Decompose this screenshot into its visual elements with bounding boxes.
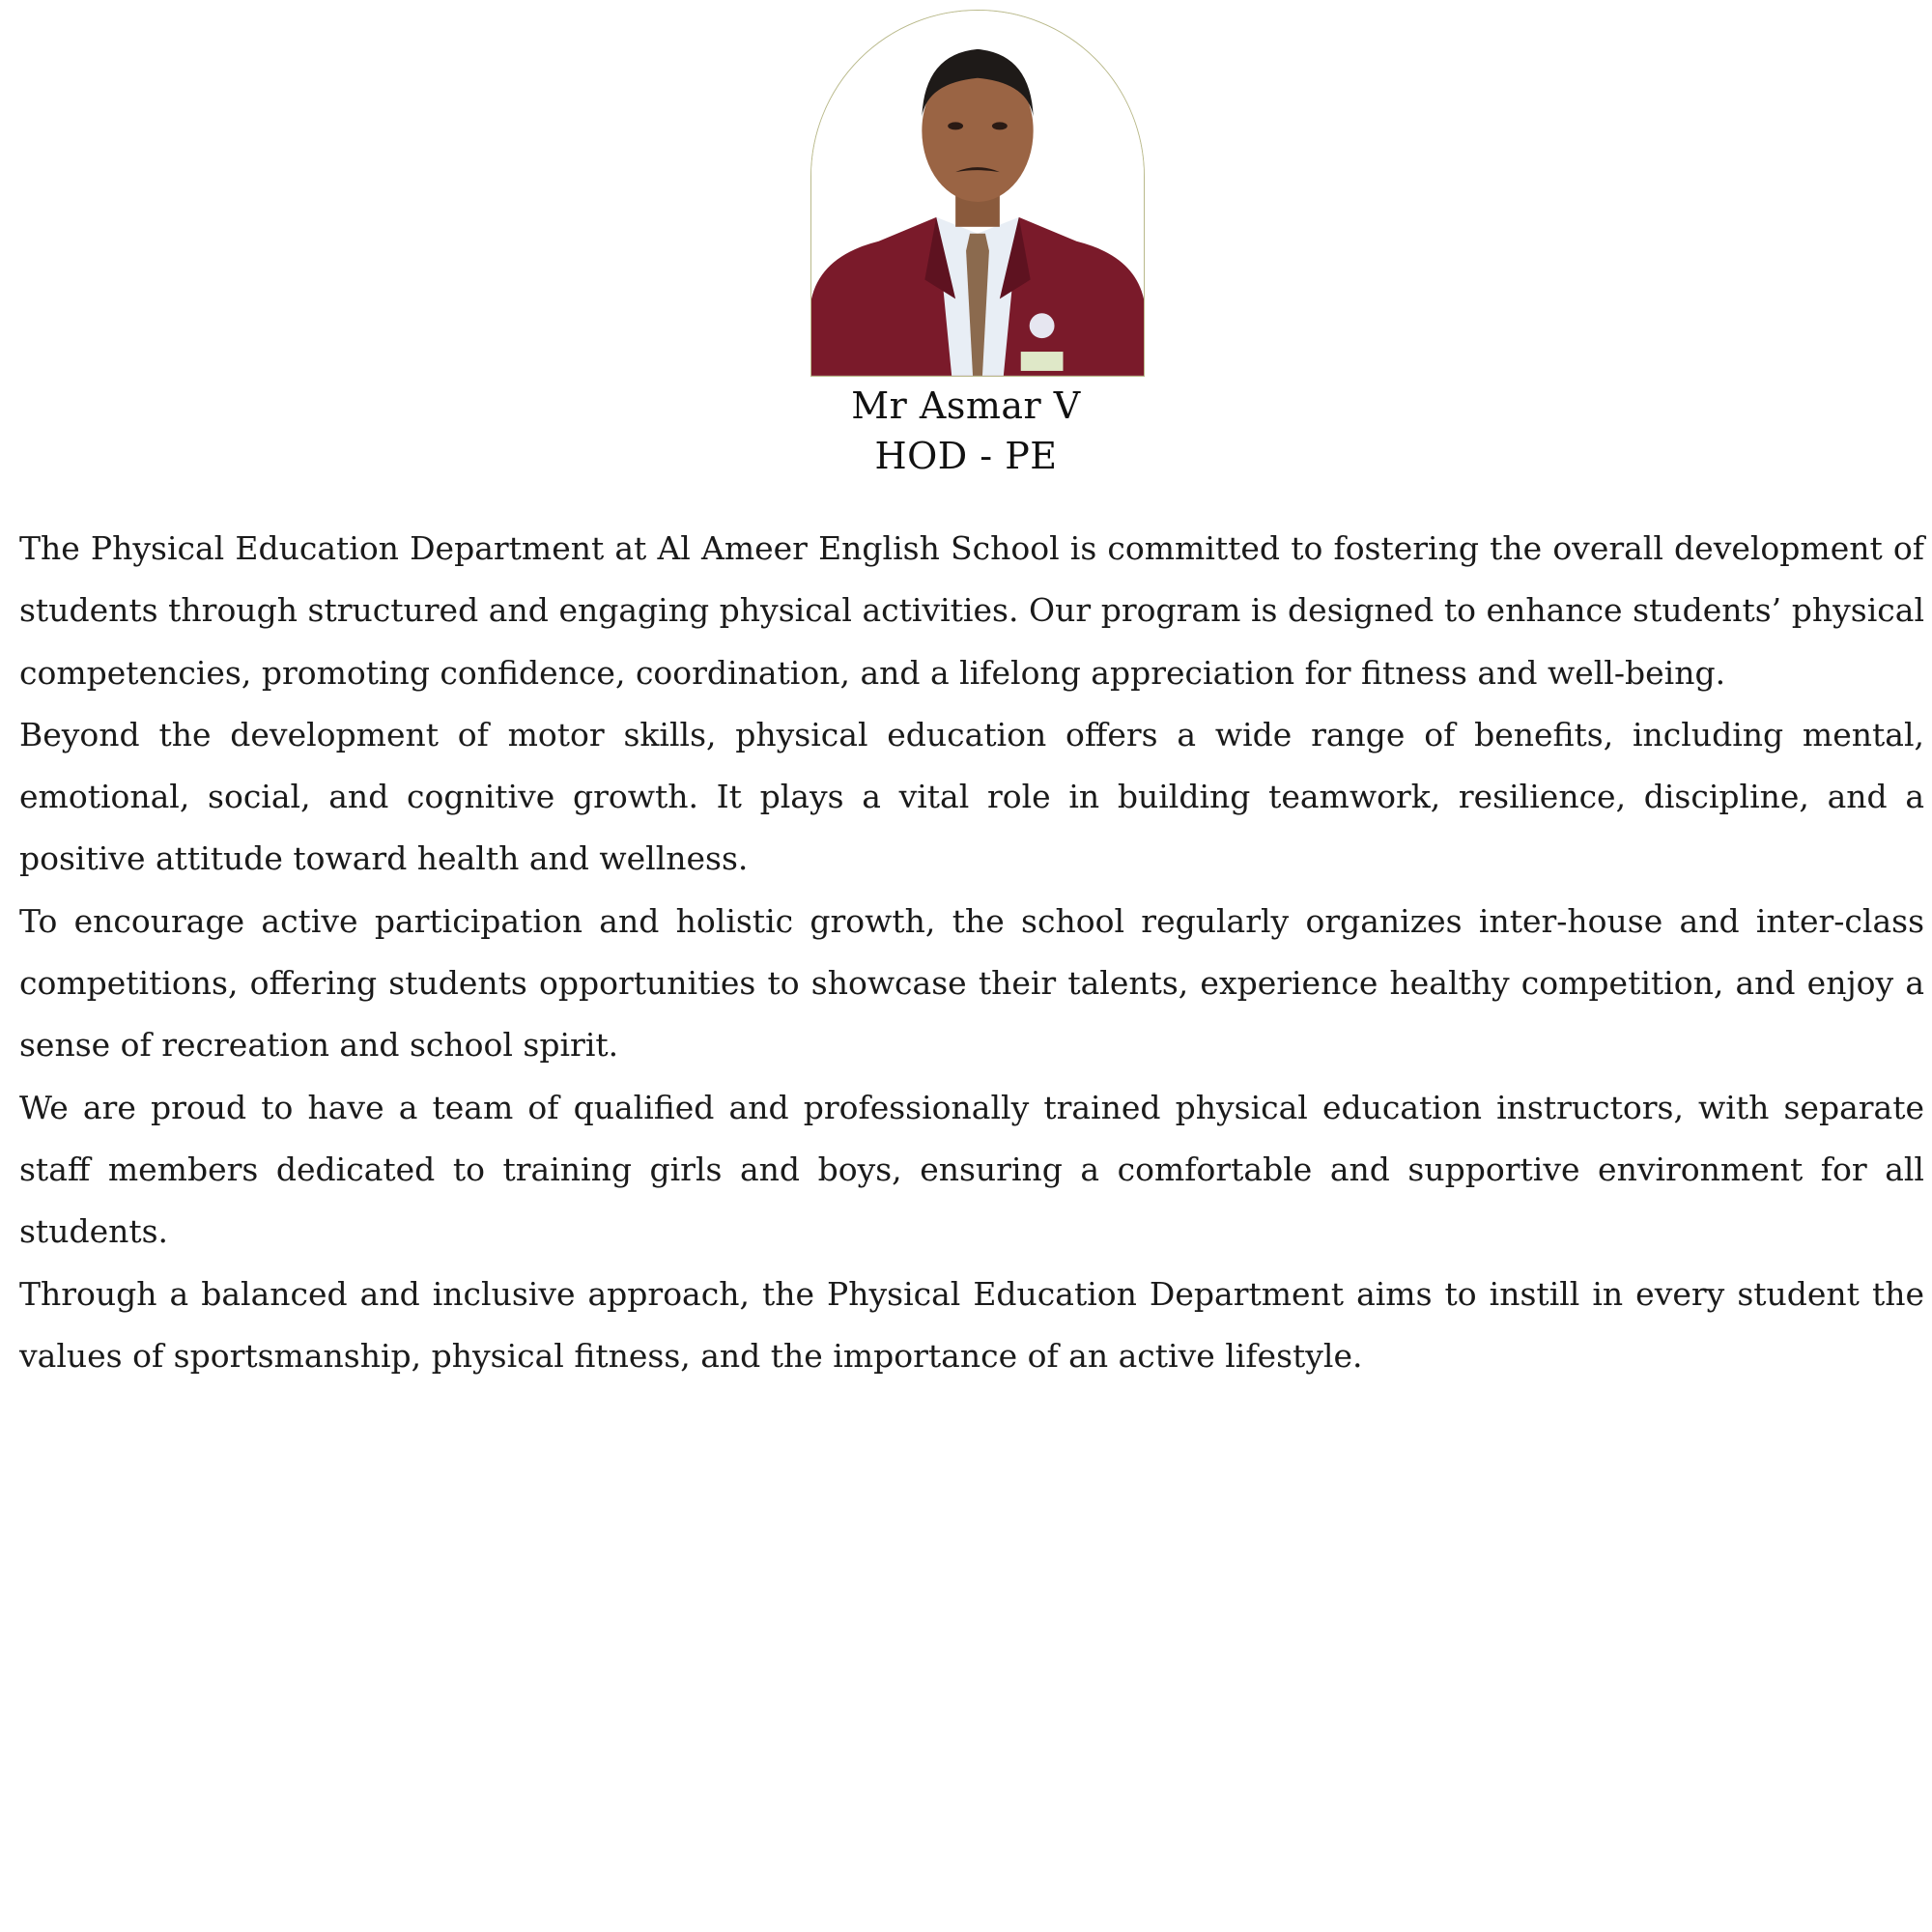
- paragraph-instructors: We are proud to have a team of qualified and professionally trained physical education instructors, with separate staff members dedicated to training girls and boys, ensuring a comfortable and supportive environment for all students.: [19, 1088, 1924, 1251]
- staff-name: Mr Asmar V: [851, 384, 1081, 427]
- paragraph-intro: The Physical Education Department at Al Ameer English School is committed to fostering the overall development of students through structured and engaging physical activities. Our program is designed to enhance students’ physical competencies, promoting confidence, coordination, and a lifelong appreciation for fitness and well-being.: [19, 529, 1924, 692]
- paragraph-conclusion: Through a balanced and inclusive approach, the Physical Education Department aims to instill in every student the values of sportsmanship, physical fitness, and the importance of an active lifestyle.: [19, 1274, 1924, 1375]
- portrait-illustration: [811, 11, 1144, 376]
- paragraph-competitions: To encourage active participation and holistic growth, the school regularly organizes inter-house and inter-class competitions, offering students opportunities to showcase their talents, experience healthy competition, and enjoy a sense of recreation and school spirit.: [19, 901, 1924, 1065]
- paragraph-benefits: Beyond the development of motor skills, physical education offers a wide range of benefits, including mental, emotional, social, and cognitive growth. It plays a vital role in building teamwork, resilience, discipline, and a positive attitude toward health and wellness.: [19, 715, 1924, 878]
- department-description: [19, 518, 1924, 1387]
- staff-designation: HOD - PE: [874, 435, 1058, 477]
- staff-portrait: [810, 10, 1145, 377]
